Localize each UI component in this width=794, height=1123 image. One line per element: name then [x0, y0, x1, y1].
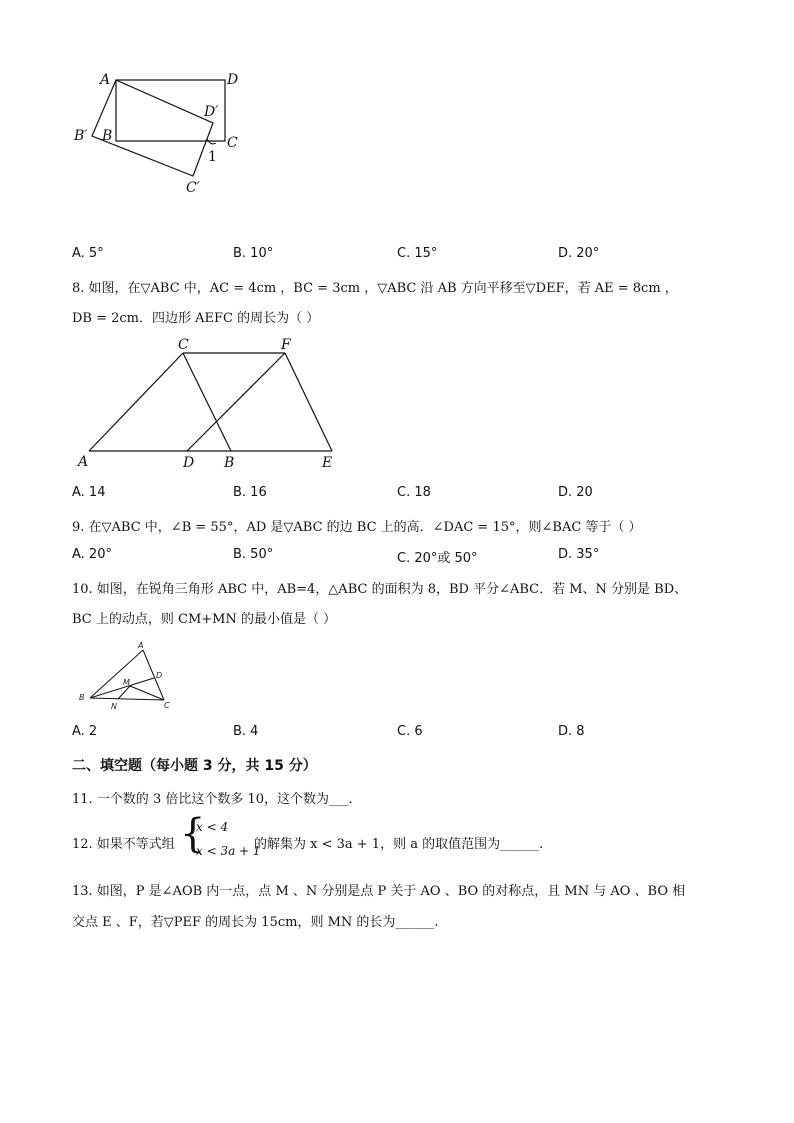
label-d-prime: D′ — [204, 104, 219, 120]
label-e: E — [322, 455, 333, 471]
q9-option-b[interactable]: B. 50° — [233, 547, 274, 562]
q10-option-c[interactable]: C. 6 — [397, 724, 423, 739]
q11-text: 11. 一个数的 3 倍比这个数多 10，这个数为___. — [72, 792, 353, 807]
label-b: B — [79, 693, 85, 702]
q12-prefix: 12. 如果不等式组 — [72, 837, 175, 852]
label-angle-1: 1 — [208, 149, 217, 165]
q12-system-line1: x < 4 — [196, 820, 229, 834]
section-2-heading: 二、填空题（每小题 3 分，共 15 分） — [72, 758, 317, 774]
q10-figure — [74, 638, 184, 713]
q10-option-d[interactable]: D. 8 — [558, 724, 585, 739]
q7-option-b[interactable]: B. 10° — [233, 246, 274, 261]
q13-text-line1: 13. 如图，P 是∠AOB 内一点，点 M 、N 分别是点 P 关于 AO 、BO 的对称点，且 MN 与 AO 、BO 相 — [72, 884, 686, 899]
label-m: M — [123, 678, 130, 687]
q10-option-a[interactable]: A. 2 — [72, 724, 98, 739]
segment-cb — [183, 353, 231, 451]
label-f: F — [281, 337, 291, 353]
q10-text-line1: 10. 如图，在锐角三角形 ABC 中，AB=4，△ABC 的面积为 8，BD 平分∠ABC．若 M、N 分别是 BD、 — [72, 582, 688, 597]
q12-suffix: 的解集为 x < 3a + 1，则 a 的取值范围为______. — [254, 837, 544, 852]
label-b: B — [102, 128, 113, 144]
label-b: B — [224, 455, 235, 471]
segment-bc — [90, 698, 164, 700]
q9-option-a[interactable]: A. 20° — [72, 547, 112, 562]
q8-text-line2: DB = 2cm．四边形 AEFC 的周长为（ ） — [72, 311, 320, 326]
q8-figure — [74, 336, 344, 471]
label-b-prime: B′ — [74, 128, 88, 144]
label-c-prime: C′ — [186, 180, 200, 196]
q8-text-line1: 8. 如图，在▽ABC 中，AC = 4cm ，BC = 3cm ，▽ABC 沿 AB 方向平移至▽DEF，若 AE = 8cm ， — [72, 281, 678, 296]
q12-system-line2: x < 3a + 1 — [196, 844, 261, 858]
q9-option-d[interactable]: D. 35° — [558, 547, 600, 562]
label-c: C — [178, 337, 189, 353]
q7-option-d[interactable]: D. 20° — [558, 246, 600, 261]
q8-option-d[interactable]: D. 20 — [558, 485, 593, 500]
label-c: C — [164, 701, 170, 710]
label-n: N — [111, 702, 117, 711]
q9-option-c[interactable]: C. 20°或 50° — [397, 551, 478, 566]
q8-option-a[interactable]: A. 14 — [72, 485, 106, 500]
q8-option-b[interactable]: B. 16 — [233, 485, 267, 500]
q7-option-a[interactable]: A. 5° — [72, 246, 104, 261]
q9-text: 9. 在▽ABC 中，∠B = 55°，AD 是▽ABC 的边 BC 上的高．∠DAC = 15°，则∠BAC 等于（ ） — [72, 520, 642, 535]
label-a: A — [100, 72, 111, 88]
label-d: D — [156, 671, 163, 680]
label-a: A — [138, 641, 144, 650]
segment-fe — [285, 353, 332, 451]
segment-ac — [89, 353, 183, 451]
q7-figure — [70, 66, 270, 201]
label-d: D — [227, 72, 239, 88]
label-a: A — [78, 454, 89, 470]
segment-mn — [118, 686, 130, 699]
system-brace: { — [180, 811, 206, 857]
q10-text-line2: BC 上的动点，则 CM+MN 的最小值是（ ） — [72, 612, 337, 627]
q8-option-c[interactable]: C. 18 — [397, 485, 431, 500]
label-d: D — [183, 455, 195, 471]
segment-ab — [90, 650, 143, 698]
label-c: C — [227, 135, 238, 151]
q7-option-c[interactable]: C. 15° — [397, 246, 438, 261]
q13-text-line2: 交点 E 、F，若▽PEF 的周长为 15cm，则 MN 的长为______. — [72, 915, 439, 930]
segment-df — [187, 353, 285, 451]
q10-option-b[interactable]: B. 4 — [233, 724, 259, 739]
